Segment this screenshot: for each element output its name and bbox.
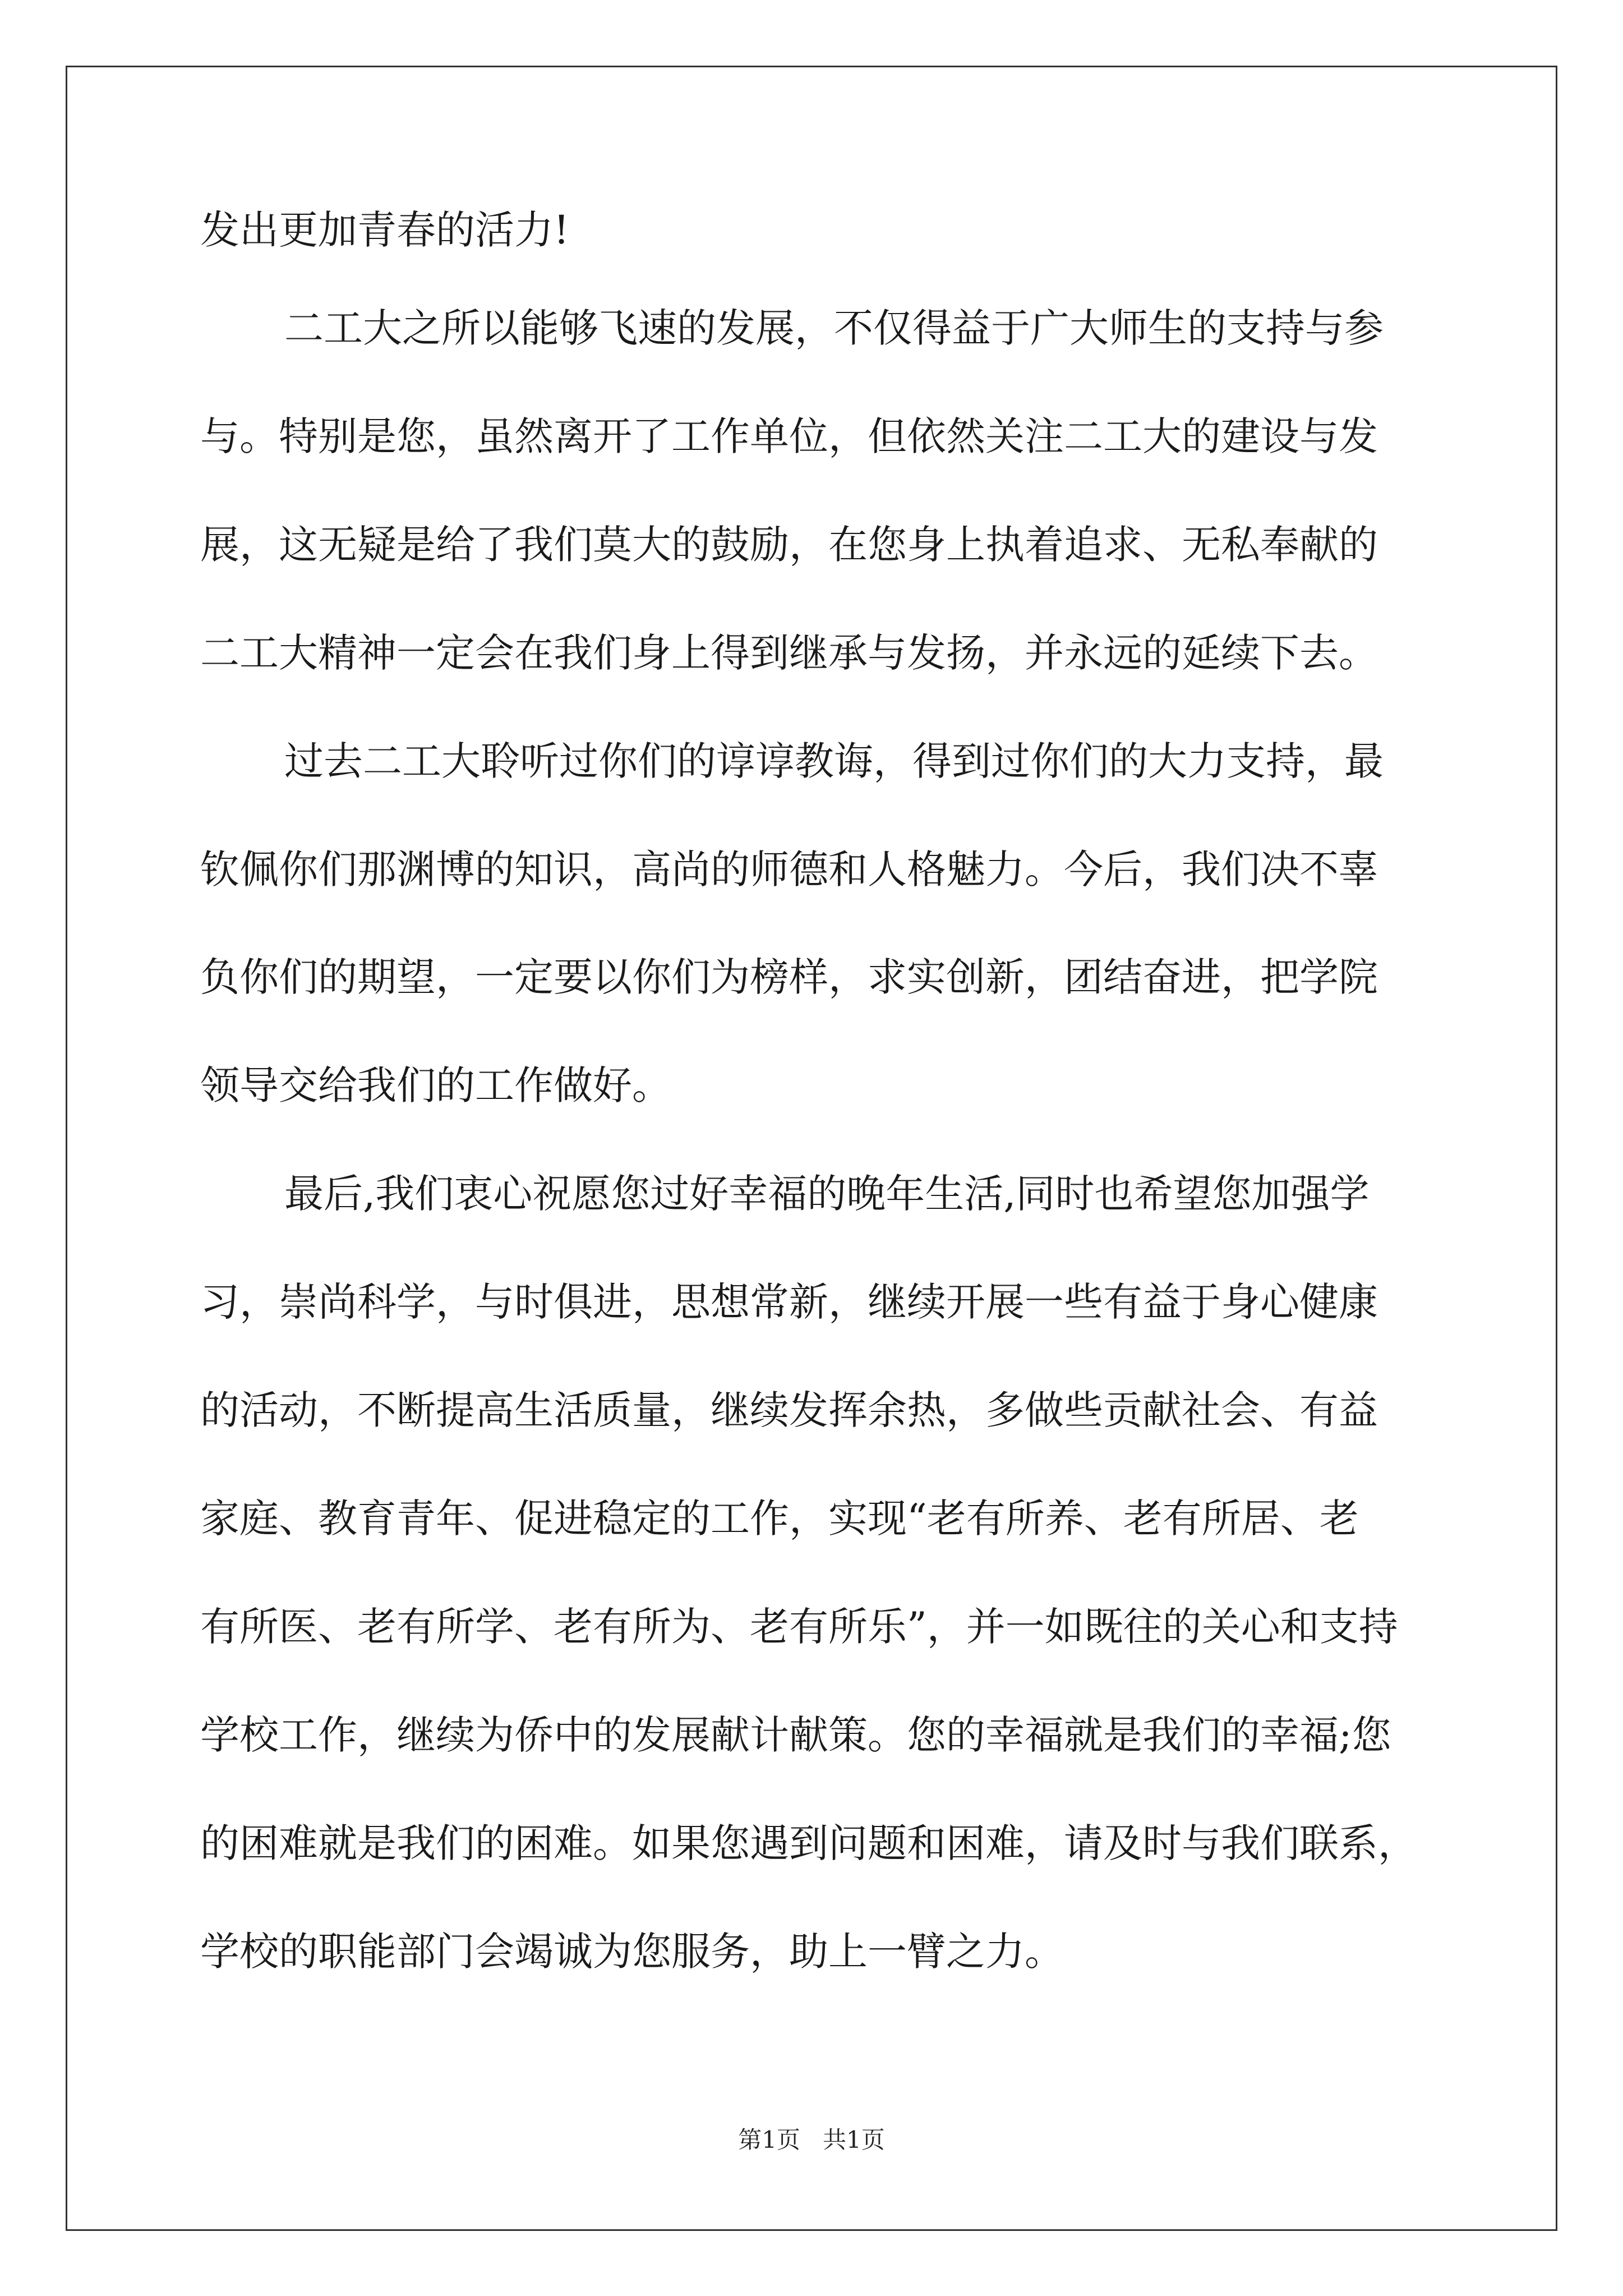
paragraph-line: 有所医、老有所学、老有所为、老有所乐”，并一如既往的关心和支持: [200, 1604, 1398, 1650]
paragraph-line: 过去二工大聆听过你们的谆谆教诲，得到过你们的大力支持，最: [284, 738, 1384, 784]
page-number: 第1页 共1页: [738, 2126, 885, 2154]
paragraph-line: 的困难就是我们的困难。如果您遇到问题和困难，请及时与我们联系，: [200, 1820, 1417, 1866]
paragraph-line: 学校的职能部门会竭诚为您服务，助上一臂之力。: [200, 1929, 1064, 1975]
paragraph-line: 与。特别是您，虽然离开了工作单位，但依然关注二工大的建设与发: [200, 413, 1378, 459]
paragraph-line: 展，这无疑是给了我们莫大的鼓励，在您身上执着追求、无私奉献的: [200, 522, 1378, 568]
page-footer: [0, 2126, 1623, 2154]
paragraph-line: 最后,我们衷心祝愿您过好幸福的晚年生活,同时也希望您加强学: [284, 1171, 1370, 1217]
paragraph-line: 的活动，不断提高生活质量，继续发挥余热，多做些贡献社会、有益: [200, 1387, 1378, 1433]
paragraph-line: 领导交给我们的工作做好。: [200, 1062, 671, 1108]
paragraph-line: 家庭、教育青年、促进稳定的工作，实现“老有所养、老有所居、老: [200, 1496, 1359, 1542]
paragraph-line: 习，崇尚科学，与时俱进，思想常新，继续开展一些有益于身心健康: [200, 1279, 1378, 1325]
paragraph-line: 钦佩你们那渊博的知识，高尚的师德和人格魅力。今后，我们决不辜: [200, 846, 1378, 892]
paragraph-line: 负你们的期望，一定要以你们为榜样，求实创新，团结奋进，把学院: [200, 954, 1378, 1000]
paragraph-line: 学校工作，继续为侨中的发展献计献策。您的幸福就是我们的幸福;您: [200, 1712, 1391, 1758]
paragraph-line: 二工大之所以能够飞速的发展，不仅得益于广大师生的支持与参: [284, 305, 1384, 351]
paragraph-line: 二工大精神一定会在我们身上得到继承与发扬，并永远的延续下去。: [200, 630, 1378, 676]
paragraph-line: 发出更加青春的活力!: [200, 207, 570, 253]
page-border: [66, 66, 1557, 2231]
